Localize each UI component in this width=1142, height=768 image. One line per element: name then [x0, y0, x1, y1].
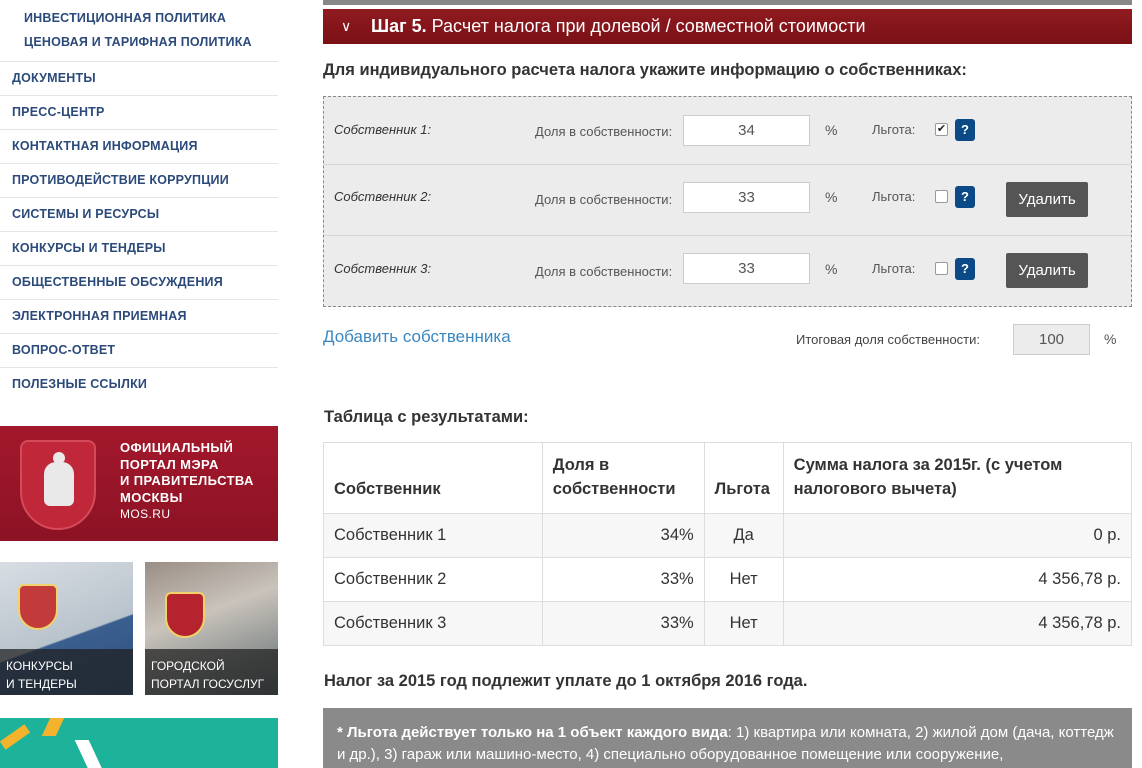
cell-benefit: Нет — [704, 602, 783, 646]
gosuslugi-tile[interactable] — [145, 562, 278, 695]
mos-portal-banner[interactable] — [0, 426, 278, 541]
step-header[interactable] — [323, 9, 1132, 44]
owner-benefit-checkbox[interactable] — [935, 262, 948, 275]
cell-owner: Собственник 1 — [324, 514, 543, 558]
owners-box — [323, 96, 1132, 307]
owner-share-input[interactable] — [683, 253, 810, 284]
main-content — [323, 0, 1132, 768]
total-share-field: 100 — [1013, 324, 1090, 355]
owner-share-input[interactable] — [683, 115, 810, 146]
results-table — [323, 442, 1132, 646]
tenders-tile-caption: КОНКУРСЫ И ТЕНДЕРЫ — [0, 649, 133, 695]
cell-share: 33% — [542, 602, 704, 646]
sidebar-item-contacts[interactable]: КОНТАКТНАЯ ИНФОРМАЦИЯ — [0, 129, 278, 163]
cell-tax-sum: 0 р. — [783, 514, 1131, 558]
sidebar-sub-item-investment-policy[interactable]: ИНВЕСТИЦИОННАЯ ПОЛИТИКА — [24, 11, 227, 25]
owner-share-input[interactable] — [683, 182, 810, 213]
moscow-crest-icon — [20, 440, 96, 530]
benefit-note — [323, 708, 1132, 768]
delete-owner-button[interactable]: Удалить — [1006, 182, 1088, 217]
owner-row — [324, 164, 1131, 235]
gosuslugi-tile-caption: ГОРОДСКОЙ ПОРТАЛ ГОСУСЛУГ — [145, 649, 278, 695]
sidebar — [0, 0, 278, 768]
tenders-tile[interactable] — [0, 562, 133, 695]
help-icon[interactable]: ? — [955, 186, 975, 208]
sidebar-item-e-reception[interactable]: ЭЛЕКТРОННАЯ ПРИЕМНАЯ — [0, 299, 278, 333]
owner-percent-sign: % — [825, 122, 838, 138]
owner-name: Собственник 3: — [334, 261, 432, 276]
owners-intro: Для индивидуального расчета налога укажите информацию о собственниках: — [323, 61, 967, 79]
green-banner[interactable] — [0, 718, 278, 768]
owner-percent-sign: % — [825, 189, 838, 205]
owner-share-label: Доля в собственности: — [535, 124, 673, 139]
cell-share: 34% — [542, 514, 704, 558]
delete-owner-button[interactable]: Удалить — [1006, 253, 1088, 288]
step-number: Шаг 5. — [371, 16, 427, 36]
top-divider — [323, 0, 1132, 5]
owner-benefit-label: Льгота: — [872, 122, 916, 137]
sidebar-item-documents[interactable]: ДОКУМЕНТЫ — [0, 61, 278, 95]
results-title: Таблица с результатами: — [324, 408, 529, 426]
sidebar-item-tenders[interactable]: КОНКУРСЫ И ТЕНДЕРЫ — [0, 231, 278, 265]
table-row — [324, 514, 1132, 558]
benefit-note-text: : 1) квартира или комната, 2) жилой дом (дача, коттедж и др.), 3) гараж или машино-место, 4) специально оборудованное помещение или сооружение, — [337, 724, 1114, 763]
sidebar-item-systems[interactable]: СИСТЕМЫ И РЕСУРСЫ — [0, 197, 278, 231]
total-share-label: Итоговая доля собственности: — [796, 332, 981, 347]
table-header-row — [324, 443, 1132, 514]
help-icon[interactable]: ? — [955, 258, 975, 280]
owner-row — [324, 235, 1131, 306]
owner-name: Собственник 2: — [334, 189, 432, 204]
total-percent-sign: % — [1104, 331, 1117, 347]
sidebar-nav — [0, 61, 278, 401]
owner-row — [324, 97, 1131, 164]
owner-benefit-label: Льгота: — [872, 189, 916, 204]
column-header-benefit: Льгота — [704, 443, 783, 514]
sidebar-sub-item-price-policy[interactable]: ЦЕНОВАЯ И ТАРИФНАЯ ПОЛИТИКА — [24, 35, 252, 49]
emblem-icon — [165, 592, 205, 638]
add-owner-link[interactable]: Добавить собственника — [323, 327, 511, 346]
cell-owner: Собственник 2 — [324, 558, 543, 602]
table-row — [324, 602, 1132, 646]
owner-share-label: Доля в собственности: — [535, 264, 673, 279]
payment-deadline: Налог за 2015 год подлежит уплате до 1 октября 2016 года. — [324, 672, 808, 690]
sidebar-item-faq[interactable]: ВОПРОС-ОТВЕТ — [0, 333, 278, 367]
owner-name: Собственник 1: — [334, 122, 432, 137]
owner-percent-sign: % — [825, 261, 838, 277]
sidebar-item-press-center[interactable]: ПРЕСС-ЦЕНТР — [0, 95, 278, 129]
mos-banner-site: MOS.RU — [120, 507, 171, 521]
cell-tax-sum: 4 356,78 р. — [783, 558, 1131, 602]
sidebar-item-anti-corruption[interactable]: ПРОТИВОДЕЙСТВИЕ КОРРУПЦИИ — [0, 163, 278, 197]
help-icon[interactable]: ? — [955, 119, 975, 141]
table-row — [324, 558, 1132, 602]
sidebar-item-public-discussions[interactable]: ОБЩЕСТВЕННЫЕ ОБСУЖДЕНИЯ — [0, 265, 278, 299]
benefit-note-bold: * Льгота действует только на 1 объект каждого вида — [337, 724, 728, 741]
emblem-icon — [18, 584, 58, 630]
column-header-owner: Собственник — [324, 443, 543, 514]
sidebar-item-useful-links[interactable]: ПОЛЕЗНЫЕ ССЫЛКИ — [0, 367, 278, 401]
chevron-down-icon: ∨ — [341, 18, 352, 34]
mos-banner-text: ОФИЦИАЛЬНЫЙ ПОРТАЛ МЭРА И ПРАВИТЕЛЬСТВА МОСКВЫ MOS.RU — [120, 440, 254, 521]
owner-benefit-checkbox[interactable] — [935, 190, 948, 203]
step-title: Расчет налога при долевой / совместной стоимости — [431, 16, 866, 36]
cell-benefit: Нет — [704, 558, 783, 602]
cell-tax-sum: 4 356,78 р. — [783, 602, 1131, 646]
owner-share-label: Доля в собственности: — [535, 192, 673, 207]
owner-benefit-checkbox[interactable]: ✔ — [936, 123, 947, 135]
cell-share: 33% — [542, 558, 704, 602]
cell-owner: Собственник 3 — [324, 602, 543, 646]
column-header-share: Доля в собственности — [542, 443, 704, 514]
column-header-tax-sum: Сумма налога за 2015г. (с учетом налогового вычета) — [783, 443, 1131, 514]
cell-benefit: Да — [704, 514, 783, 558]
owner-benefit-label: Льгота: — [872, 261, 916, 276]
